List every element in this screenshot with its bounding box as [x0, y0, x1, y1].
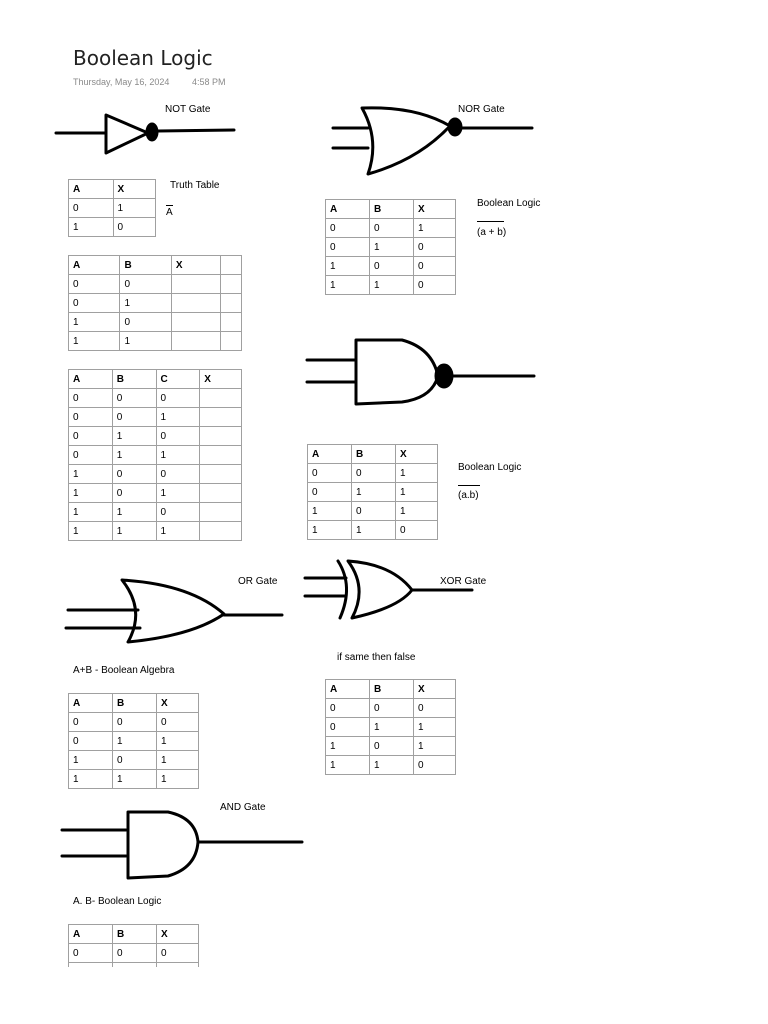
and-gate-drawing: [56, 806, 306, 886]
or-algebra-label: A+B - Boolean Algebra: [73, 665, 175, 676]
nand-truth-table: [307, 444, 438, 540]
table-cell: 0: [156, 427, 200, 446]
table-cell: X: [414, 200, 456, 219]
table-cell: B: [113, 925, 157, 944]
table-cell: 1: [113, 199, 155, 218]
not-truth-table: [68, 179, 156, 237]
table-cell: 0: [120, 313, 171, 332]
table-row: [69, 313, 242, 332]
table-cell: 1: [69, 503, 113, 522]
table-cell: 0: [326, 699, 370, 718]
table-cell: B: [113, 694, 157, 713]
table-cell: 1: [69, 751, 113, 770]
table-cell: 0: [113, 751, 157, 770]
table-cell: 1: [112, 503, 156, 522]
table-cell: 1: [352, 483, 396, 502]
table-cell: [171, 332, 220, 351]
table-row: [69, 408, 242, 427]
table-row: [326, 238, 456, 257]
table-cell: 0: [326, 718, 370, 737]
table-row: [69, 751, 199, 770]
table-cell: [113, 963, 157, 968]
table-cell: [200, 446, 242, 465]
table-cell: A: [69, 925, 113, 944]
table-cell: B: [120, 256, 171, 275]
table-cell: [171, 294, 220, 313]
table-cell: 1: [112, 522, 156, 541]
table-row: [69, 275, 242, 294]
table-cell: X: [200, 370, 242, 389]
table-cell: 1: [308, 521, 352, 540]
xor-gate-label: XOR Gate: [440, 576, 487, 587]
nor-expression: (a + b): [477, 227, 507, 238]
table-cell: 1: [396, 464, 438, 483]
and-table-clip: [68, 924, 200, 967]
table-cell: 1: [112, 427, 156, 446]
table-cell: 0: [69, 944, 113, 963]
table-cell: 1: [414, 737, 456, 756]
table-cell: A: [69, 256, 120, 275]
and-gate-label: AND Gate: [220, 802, 266, 813]
table-cell: [200, 389, 242, 408]
table-cell: X: [414, 680, 456, 699]
table-row: [69, 332, 242, 351]
table-row: [69, 427, 242, 446]
table-cell: 1: [69, 313, 120, 332]
table-cell: [220, 275, 241, 294]
table-cell: 0: [370, 219, 414, 238]
two-input-blank-table: [68, 255, 242, 351]
table-cell: 1: [308, 502, 352, 521]
table-cell: B: [370, 680, 414, 699]
table-row: [326, 737, 456, 756]
table-cell: 0: [112, 389, 156, 408]
table-cell: A: [326, 200, 370, 219]
table-cell: [220, 256, 241, 275]
table-cell: [200, 465, 242, 484]
table-cell: 0: [414, 756, 456, 775]
table-cell: [200, 522, 242, 541]
table-cell: 1: [113, 732, 157, 751]
table-cell: 1: [370, 276, 414, 295]
table-cell: 0: [326, 219, 370, 238]
table-cell: X: [157, 925, 199, 944]
xor-gate-drawing: [300, 556, 480, 626]
table-cell: [220, 294, 241, 313]
nand-expression: (a.b): [458, 490, 479, 501]
table-cell: 0: [69, 408, 113, 427]
table-row: [308, 502, 438, 521]
table-cell: 1: [370, 718, 414, 737]
table-row: [69, 503, 242, 522]
table-cell: 1: [157, 751, 199, 770]
table-cell: [200, 427, 242, 446]
table-cell: A: [308, 445, 352, 464]
table-cell: B: [112, 370, 156, 389]
table-cell: [220, 313, 241, 332]
table-cell: 0: [308, 483, 352, 502]
table-cell: 0: [414, 699, 456, 718]
nor-truth-table: [325, 199, 456, 295]
table-cell: [69, 963, 113, 968]
table-cell: 1: [157, 732, 199, 751]
nand-expr-overline: [458, 485, 480, 486]
table-cell: 1: [326, 756, 370, 775]
table-cell: 1: [396, 502, 438, 521]
table-cell: A: [69, 694, 113, 713]
table-row: [69, 218, 156, 237]
table-cell: 0: [308, 464, 352, 483]
table-row: [308, 483, 438, 502]
table-cell: 1: [156, 484, 200, 503]
table-header-cell: X: [113, 180, 155, 199]
table-row: [326, 276, 456, 295]
xor-truth-table: [325, 679, 456, 775]
table-cell: 1: [414, 219, 456, 238]
table-cell: 0: [157, 944, 199, 963]
table-cell: X: [171, 256, 220, 275]
table-cell: 0: [69, 294, 120, 313]
table-cell: 0: [156, 465, 200, 484]
table-cell: C: [156, 370, 200, 389]
and-logic-label: A. B- Boolean Logic: [73, 896, 162, 907]
table-cell: 0: [69, 713, 113, 732]
table-row: [69, 963, 199, 968]
table-cell: 1: [69, 484, 113, 503]
table-row: [69, 770, 199, 789]
nor-logic-title: Boolean Logic: [477, 198, 541, 209]
table-cell: 1: [69, 522, 113, 541]
table-row: [326, 219, 456, 238]
table-cell: 0: [414, 238, 456, 257]
table-row: [326, 257, 456, 276]
table-cell: 0: [370, 257, 414, 276]
table-cell: 1: [352, 521, 396, 540]
table-cell: 0: [370, 699, 414, 718]
table-cell: 1: [69, 332, 120, 351]
nor-expr-overline: [477, 221, 504, 222]
table-row: [69, 465, 242, 484]
table-cell: [171, 275, 220, 294]
table-cell: 1: [157, 770, 199, 789]
table-cell: 1: [69, 465, 113, 484]
table-cell: 1: [414, 718, 456, 737]
table-cell: 0: [156, 503, 200, 522]
table-header-cell: A: [69, 180, 114, 199]
table-cell: 1: [69, 218, 114, 237]
table-row: [69, 944, 199, 963]
table-row: [308, 464, 438, 483]
table-cell: 0: [414, 257, 456, 276]
table-cell: 0: [326, 238, 370, 257]
table-cell: 0: [113, 944, 157, 963]
table-row: [69, 199, 156, 218]
table-cell: [200, 484, 242, 503]
nand-logic-title: Boolean Logic: [458, 462, 522, 473]
table-cell: 1: [156, 522, 200, 541]
table-cell: 1: [326, 737, 370, 756]
truth-table-label: Truth Table: [170, 180, 220, 191]
table-cell: 1: [370, 238, 414, 257]
table-cell: 1: [326, 257, 370, 276]
table-cell: A: [326, 680, 370, 699]
table-cell: 0: [156, 389, 200, 408]
not-gate-drawing: [50, 105, 250, 165]
nor-gate-label: NOR Gate: [458, 104, 505, 115]
table-cell: 1: [69, 770, 113, 789]
table-cell: [171, 313, 220, 332]
table-cell: [200, 408, 242, 427]
table-cell: 0: [69, 446, 113, 465]
or-truth-table: [68, 693, 199, 789]
table-row: [326, 699, 456, 718]
table-cell: 0: [113, 218, 155, 237]
page-date: Thursday, May 16, 2024: [73, 77, 170, 87]
nor-gate-drawing: [328, 100, 538, 180]
table-cell: 1: [370, 756, 414, 775]
page-time: 4:58 PM: [192, 77, 226, 87]
not-gate-label: NOT Gate: [165, 104, 211, 115]
table-cell: B: [352, 445, 396, 464]
table-cell: 0: [112, 484, 156, 503]
table-cell: 1: [396, 483, 438, 502]
table-cell: 0: [120, 275, 171, 294]
table-cell: 0: [69, 732, 113, 751]
table-cell: 0: [157, 713, 199, 732]
table-cell: 1: [120, 294, 171, 313]
table-cell: 0: [414, 276, 456, 295]
table-cell: 0: [69, 389, 113, 408]
table-row: [69, 389, 242, 408]
table-row: [326, 718, 456, 737]
table-cell: 0: [69, 427, 113, 446]
table-cell: 0: [69, 275, 120, 294]
xor-note: if same then false: [337, 652, 416, 663]
table-cell: 0: [352, 502, 396, 521]
table-cell: X: [396, 445, 438, 464]
table-row: [69, 522, 242, 541]
table-cell: 1: [156, 446, 200, 465]
table-cell: [200, 503, 242, 522]
table-cell: X: [157, 694, 199, 713]
table-cell: 0: [69, 199, 114, 218]
table-cell: 1: [156, 408, 200, 427]
table-row: [69, 732, 199, 751]
table-cell: 0: [112, 408, 156, 427]
table-row: [308, 521, 438, 540]
table-cell: 1: [120, 332, 171, 351]
nand-gate-drawing: [302, 332, 542, 412]
table-row: [69, 713, 199, 732]
table-cell: B: [370, 200, 414, 219]
table-cell: 0: [396, 521, 438, 540]
table-cell: [220, 332, 241, 351]
table-cell: 0: [113, 713, 157, 732]
and-truth-table: [68, 924, 199, 967]
table-cell: A: [69, 370, 113, 389]
table-cell: [157, 963, 199, 968]
table-cell: 1: [112, 446, 156, 465]
or-gate-label: OR Gate: [238, 576, 278, 587]
table-row: [69, 294, 242, 313]
table-row: [69, 484, 242, 503]
page-title: Boolean Logic: [73, 46, 213, 70]
table-cell: 0: [352, 464, 396, 483]
table-cell: 0: [370, 737, 414, 756]
table-cell: 1: [113, 770, 157, 789]
table-cell: 0: [112, 465, 156, 484]
table-row: [69, 446, 242, 465]
not-expression: A: [166, 207, 173, 218]
three-input-table: [68, 369, 242, 541]
table-row: [326, 756, 456, 775]
table-cell: 1: [326, 276, 370, 295]
